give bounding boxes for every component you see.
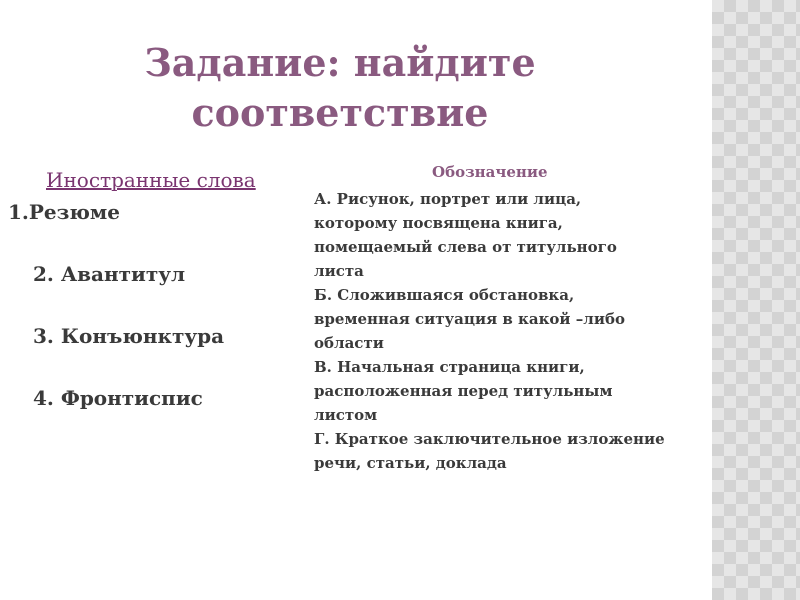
title-line-1: Задание: найдите: [144, 40, 536, 85]
definitions-header: Обозначение: [432, 163, 548, 181]
definitions-list: [314, 187, 694, 475]
term-item-3: 3. Конъюнктура: [33, 324, 225, 348]
definition-b: Б. Сложившаяся обстановка, временная ситуация в какой –либо области: [314, 286, 625, 352]
term-item-2: 2. Авантитул: [33, 262, 186, 286]
slide-title: [100, 38, 580, 138]
definition-v: В. Начальная страница книги, расположенная перед титульным листом: [314, 358, 613, 424]
foreign-words-header: Иностранные слова: [46, 168, 256, 192]
term-item-1: 1.Резюме: [8, 200, 121, 224]
decorative-pattern: [712, 0, 800, 600]
term-item-4: 4. Фронтиспис: [33, 386, 203, 410]
definition-a: А. Рисунок, портрет или лица, которому посвящена книга, помещаемый слева от титульного листа: [314, 190, 617, 280]
definition-g: Г. Краткое заключительное изложение речи, статьи, доклада: [314, 430, 665, 472]
title-line-2: соответствие: [191, 90, 489, 135]
